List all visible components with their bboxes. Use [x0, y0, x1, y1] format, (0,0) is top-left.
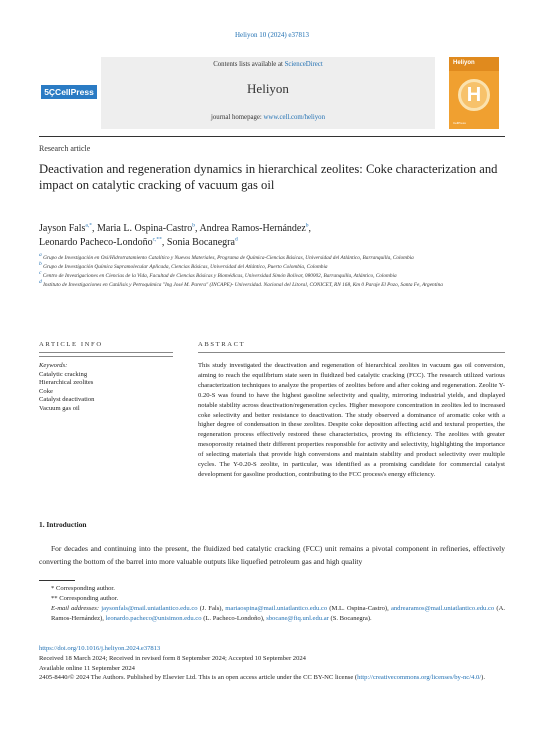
available-online-date: Available online 11 September 2024	[39, 664, 135, 672]
contents-line	[101, 61, 435, 68]
footnotes	[39, 584, 505, 624]
abstract-heading: ABSTRACT	[198, 341, 246, 348]
journal-homepage-link[interactable]: www.cell.com/heliyon	[263, 114, 325, 121]
email-link[interactable]: leonardo.pacheco@unisimon.edu.co	[105, 615, 202, 622]
journal-title: Heliyon	[247, 81, 289, 96]
email-owner: (J. Fals),	[197, 605, 226, 612]
affiliation-item	[39, 263, 505, 271]
contents-prefix: Contents lists available at	[213, 61, 285, 68]
article-info-rule	[39, 352, 173, 353]
homepage-prefix: journal homepage:	[211, 114, 264, 121]
author-name[interactable]: Andrea Ramos-Hernández	[199, 223, 306, 234]
doi-link[interactable]: https://doi.org/10.1016/j.heliyon.2024.e37813	[39, 645, 161, 652]
footnote-rule	[39, 580, 75, 581]
affiliation-text: Grupo de Investigación Química Supramolecular Aplicada, Ciencias Básicas, Universidad del Atlántico, Puerto Colombia, Colombia	[43, 264, 328, 270]
license-link[interactable]: http://creativecommons.org/licenses/by-nc/4.0/	[357, 674, 482, 682]
keywords-label: Keywords:	[39, 362, 68, 369]
article-title: Deactivation and regeneration dynamics in hierarchical zeolites: Coke characterization and impact on catalytic cracking of vacuum gas oil	[39, 162, 498, 192]
author-name[interactable]: Sonia Bocanegra	[166, 237, 235, 248]
article-type: Research article	[39, 144, 91, 153]
email-owner: (M.L. Ospina-Castro),	[327, 605, 391, 612]
corresponding-author-note: ** Corresponding author.	[51, 595, 119, 602]
license-statement	[39, 673, 505, 683]
journal-cover-image[interactable]	[449, 57, 499, 129]
affiliation-text: Grupo de Investigación en Oxi/Hidrotratamiento Catalítico y Nuevos Materiales, Programa de Química-Ciencias Básicas, Universidad del Atlántico, Barranquilla, Colombia	[43, 255, 414, 261]
introduction-text: For decades and continuing into the present, the fluidized bed catalytic cracking (FCC) unit remains a pivotal component in refineries, effectively converting the bottom of the barrel into more valuable outputs like liquefied petroleum gas and high quality	[39, 544, 505, 566]
email-link[interactable]: sbocane@fiq.unl.edu.ar	[266, 615, 329, 622]
keyword-item: Hierarchical zeolites	[39, 379, 94, 386]
homepage-line	[101, 114, 435, 121]
cover-title: Heliyon	[453, 60, 475, 66]
cellpress-logo-text: 5ÇCellPress	[41, 85, 97, 99]
keyword-item: Catalyst deactivation	[39, 396, 95, 403]
publisher-logo[interactable]	[39, 57, 99, 129]
keyword-item: Catalytic cracking	[39, 370, 88, 378]
affiliation-mark: d	[39, 279, 42, 286]
publication-info	[39, 644, 505, 683]
corresponding-author-note: * Corresponding author.	[51, 585, 115, 592]
affiliation-text: Instituto de Investigaciones en Catálisis y Petroquímica "Ing José M. Parera" (INCAPE)- Universidad. Nacional del Litoral, CONICET, RN 168, Km 0 Paraje El Pozo, Santa Fe, Argentina	[43, 282, 443, 288]
author-affiliation-mark[interactable]: d	[234, 236, 238, 243]
author-list: Jayson Fals$^{a,*}$, Maria L. Ospina-Castro$^b$, Andrea Ramos-Hernández$^b$, Leonardo Pacheco-Londoño$^{c,**}$, Sonia Bocanegra$^d$	[39, 222, 312, 248]
article-info-rule-secondary	[39, 356, 173, 357]
cover-letter: H	[466, 84, 482, 106]
author-name[interactable]: Jayson Fals	[39, 223, 86, 234]
affiliation-mark: c	[39, 270, 42, 277]
keyword-item: Coke	[39, 387, 53, 395]
author-name[interactable]: Leonardo Pacheco-Londoño	[39, 237, 153, 248]
keywords-block	[39, 362, 173, 413]
affiliation-item	[39, 254, 505, 262]
affiliations	[39, 254, 505, 290]
article-info-heading: ARTICLE INFO	[39, 341, 103, 348]
email-label: E-mail addresses:	[51, 605, 102, 612]
license-suffix: ).	[481, 674, 486, 682]
email-addresses	[39, 604, 505, 624]
affiliation-mark: a	[39, 252, 42, 259]
author-name[interactable]: Maria L. Ospina-Castro	[96, 223, 193, 234]
email-link[interactable]: mariaospina@mail.uniatlantico.edu.co	[225, 605, 328, 612]
author-affiliation-mark[interactable]: c,**	[152, 236, 162, 243]
affiliation-text: Centro de Investigaciones en Ciencias de la Vida, Facultad de Ciencias Básicas y Biomédicas, Universidad Simón Bolívar, 080002, Barranquilla, Atlántico, Colombia	[42, 273, 397, 279]
author-affiliation-mark[interactable]: b	[192, 222, 195, 229]
email-owner: (S. Bocanegra).	[328, 615, 372, 622]
journal-reference[interactable]: Heliyon 10 (2024) e37813	[234, 31, 310, 39]
cover-footer: CellPress	[453, 121, 466, 125]
author-affiliation-mark[interactable]: b	[305, 222, 309, 229]
email-link[interactable]: jaysonfals@mail.uniatlantico.edu.co	[101, 605, 198, 612]
email-link[interactable]: andrearamos@mail.uniatlantico.edu.co	[390, 605, 495, 612]
keyword-item: Vacuum gas oil	[39, 404, 80, 412]
affiliation-item	[39, 272, 505, 280]
abstract-rule	[198, 352, 505, 353]
received-dates: Received 18 March 2024; Received in revised form 8 September 2024; Accepted 10 September 2024	[39, 654, 306, 662]
affiliation-item	[39, 281, 505, 289]
header-rule	[39, 136, 505, 137]
affiliation-mark: b	[39, 261, 42, 268]
introduction-heading: 1. Introduction	[39, 520, 87, 529]
abstract-text: This study investigated the deactivation and regeneration of hierarchical zeolites in vacuum gas oil conversion, aiming to reach the equilibrium state seen in fluidized bed catalytic cracking (FCC). The research utilized various characterization techniques to analyze the properties of zeolites before and after coking and regeneration. Zeolite Y-0.20-S was found to have the highest gasoline selectivity and quality, mirroring industrial yields, and displayed notable stability across deactivation/regeneration cycles. Higher mesopore concentration in zeolites led to increased coke selectivity and better resistance to deactivation. The study observed a dominance of aromatic coke with a higher degree of condensation in these zeolites. Despite coke deposition affecting acid and textural properties, the regeneration process effectively restored these characteristics, proving its efficiency. The zeolites with greater mesoporosity retained their different properties responsible for activity and selectivity, highlighting the importance of selecting materials that provide high conversions and maintain stability and product selectivity over multiple cycles. The Y-0.20-S zeolite, in particular, was identified as a promising candidate for commercial catalyst development for gasoline production, contributing to the FCC process's energy efficiency.	[198, 362, 505, 478]
author-affiliation-mark[interactable]: a,*	[85, 222, 92, 229]
sciencedirect-link[interactable]: ScienceDirect	[284, 61, 323, 68]
email-owner: (L. Pacheco-Londoño),	[201, 615, 267, 622]
email-owner: (A. Ramos-Hernández),	[51, 605, 505, 622]
license-prefix: 2405-8440/© 2024 The Authors. Published by Elsevier Ltd. This is an open access article under the CC BY-NC license (	[39, 674, 358, 682]
